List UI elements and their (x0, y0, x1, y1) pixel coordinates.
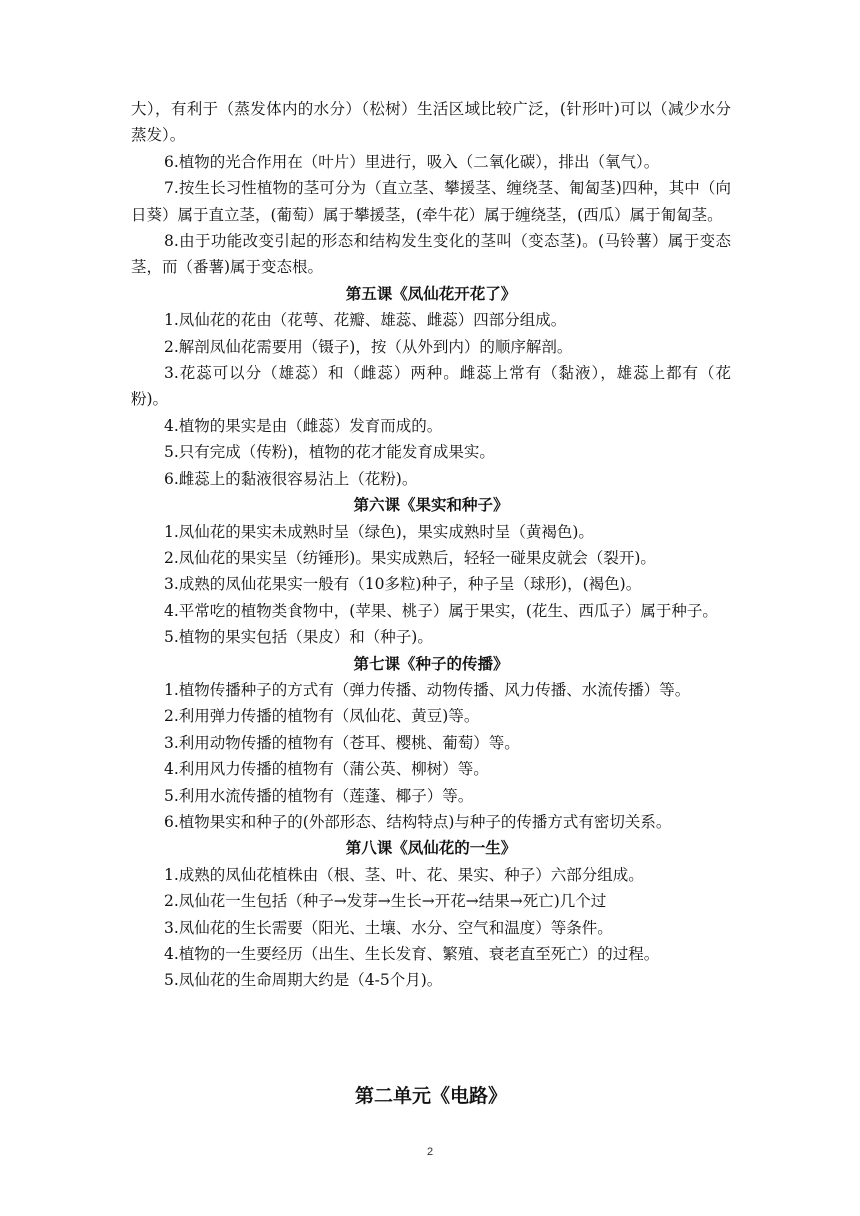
unit-heading: 第二单元《电路》 (354, 1085, 507, 1107)
list-item: 1.成熟的凤仙花植株由（根、茎、叶、花、果实、种子）六部分组成。 (164, 865, 644, 884)
list-item: 2.凤仙花的果实呈（纺锤形)。果实成熟后，轻轻一碰果皮就会（裂开)。 (164, 548, 656, 567)
section-heading-lesson7: 第七课《种子的传播》 (353, 653, 509, 673)
list-item: 4.平常吃的植物类食物中，(苹果、桃子）属于果实，(花生、西瓜子）属于种子。 (164, 601, 718, 620)
list-item: 5.凤仙花的生命周期大约是（4-5个月)。 (164, 971, 443, 990)
list-item: 5.利用水流传播的植物有（莲蓬、椰子）等。 (164, 786, 474, 805)
list-item: 6.植物果实和种子的(外部形态、结构特点)与种子的传播方式有密切关系。 (164, 812, 672, 831)
list-item: 3.花蕊可以分（雄蕊）和（雌蕊）两种。雌蕊上常有（黏液），雄蕊上都有（花粉)。 (131, 364, 731, 409)
section-heading-lesson8: 第八课《凤仙花的一生》 (345, 838, 517, 858)
list-item: 3.成熟的凤仙花果实一般有（10多粒)种子，种子呈（球形)，(褐色)。 (164, 575, 642, 594)
section-heading-lesson5: 第五课《凤仙花开花了》 (345, 283, 517, 303)
list-item: 5.植物的果实包括（果皮）和（种子)。 (164, 628, 433, 647)
section-heading-lesson6: 第六课《果实和种子》 (353, 495, 509, 515)
list-item: 5.只有完成（传粉)，植物的花才能发育成果实。 (164, 443, 495, 462)
page-content (131, 96, 731, 994)
list-item: 1.凤仙花的花由（花萼、花瓣、雄蕊、雌蕊）四部分组成。 (164, 311, 567, 330)
paragraph-continuation: 大），有利于（蒸发体内的水分）（松树）生活区域比较广泛，(针形叶)可以（减少水分蒸发）。 (131, 100, 731, 145)
list-item: 6.雌蕊上的黏液很容易沾上（花粉)。 (164, 469, 418, 488)
list-item: 3.利用动物传播的植物有（苍耳、樱桃、葡萄）等。 (164, 733, 520, 752)
list-item: 4.植物的果实是由（雌蕊）发育而成的。 (164, 416, 443, 435)
list-item: 2.凤仙花一生包括（种子→发芽→生长→开花→结果→死亡)几个过 (164, 892, 607, 911)
list-item: 6.植物的光合作用在（叶片）里进行，吸入（二氧化碳），排出（氧气）。 (164, 152, 660, 171)
list-item: 4.植物的一生要经历（出生、生长发育、繁殖、衰老直至死亡）的过程。 (164, 945, 660, 963)
list-item: 1.植物传播种子的方式有（弹力传播、动物传播、风力传播、水流传播）等。 (164, 680, 691, 699)
list-item: 4.利用风力传播的植物有（蒲公英、柳树）等。 (164, 760, 489, 779)
list-item: 2.利用弹力传播的植物有（凤仙花、黄豆)等。 (164, 707, 480, 726)
list-item: 3.凤仙花的生长需要（阳光、土壤、水分、空气和温度）等条件。 (164, 918, 613, 937)
list-item: 7.按生长习性植物的茎可分为（直立茎、攀援茎、缠绕茎、匍匐茎)四种，其中（向日葵）属于直立茎，(葡萄）属于攀援茎，(牵牛花）属于缠绕茎，(西瓜）属于匍匐茎。 (131, 179, 731, 224)
list-item: 1.凤仙花的果实未成熟时呈（绿色)，果实成熟时呈（黄褐色)。 (164, 522, 594, 541)
list-item: 8.由于功能改变引起的形态和结构发生变化的茎叫（变态茎)。(马铃薯）属于变态茎，而（番薯)属于变态根。 (131, 232, 731, 277)
page-number: 2 (426, 1146, 434, 1158)
list-item: 2.解剖凤仙花需要用（镊子)，按（从外到内）的顺序解剖。 (164, 337, 573, 356)
